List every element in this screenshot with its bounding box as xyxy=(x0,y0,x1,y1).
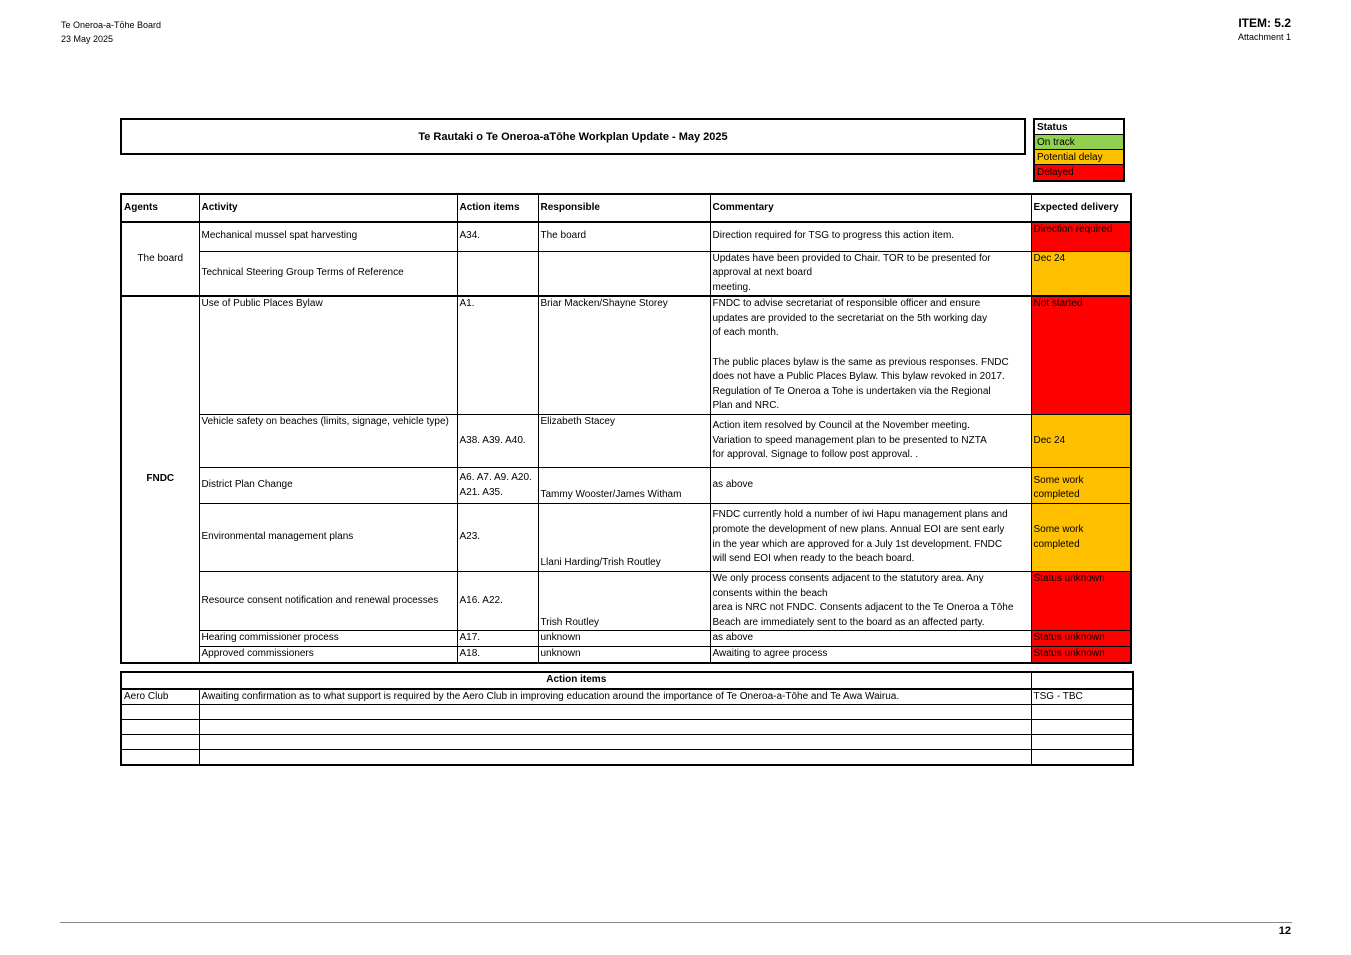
status-legend-heading: Status xyxy=(1035,120,1123,135)
workplan-table xyxy=(120,193,1132,664)
action-items-cell: A1. xyxy=(457,296,538,414)
table-row xyxy=(121,296,1131,414)
column-header-activity: Activity xyxy=(199,194,457,222)
responsible-cell: Trish Routley xyxy=(538,572,710,631)
commentary-cell: FNDC to advise secretariat of responsible officer and ensure updates are provided to the secretariat on the 5th working day of each month. The public places bylaw is the same as previous responses. FNDC does not have a Public Places Bylaw. This bylaw revoked in 2017. Regulation of Te Oneroa a Tohe is undertaken via the Regional Plan and NRC. xyxy=(710,296,1031,414)
action-items-cell xyxy=(457,251,538,296)
action-items-cell: A16. A22. xyxy=(457,572,538,631)
activity-cell: Use of Public Places Bylaw xyxy=(199,296,457,414)
action-items-table xyxy=(120,671,1134,766)
activity-cell: Hearing commissioner process xyxy=(199,631,457,647)
page-number: 12 xyxy=(1278,925,1291,937)
delivery-status-cell: Some work completed xyxy=(1031,468,1131,504)
status-on-track: On track xyxy=(1035,135,1123,150)
column-header-responsible: Responsible xyxy=(538,194,710,222)
table-row xyxy=(121,222,1131,251)
table-row xyxy=(121,647,1131,663)
action-items-cell: A6. A7. A9. A20. A21. A35. xyxy=(457,468,538,504)
table-row xyxy=(121,468,1131,504)
responsible-cell: The board xyxy=(538,222,710,251)
column-header-expected-delivery: Expected delivery xyxy=(1031,194,1131,222)
action-items-cell: A34. xyxy=(457,222,538,251)
responsible-cell: Elizabeth Stacey xyxy=(538,415,710,468)
table-row xyxy=(121,750,1133,766)
commentary-cell: Direction required for TSG to progress this action item. xyxy=(710,222,1031,251)
commentary-cell: as above xyxy=(710,468,1031,504)
board-name: Te Oneroa-a-Tōhe Board xyxy=(61,20,162,30)
action-item-cell xyxy=(199,750,1031,766)
responsible-cell: unknown xyxy=(538,647,710,663)
action-item-cell xyxy=(199,720,1031,735)
action-owner-cell xyxy=(1031,750,1133,766)
status-potential-delay: Potential delay xyxy=(1035,150,1123,165)
responsible-cell: unknown xyxy=(538,631,710,647)
table-row xyxy=(121,705,1133,720)
activity-cell: Resource consent notification and renewal processes xyxy=(199,572,457,631)
delivery-status-cell: Status unknown xyxy=(1031,572,1131,631)
commentary-cell: FNDC currently hold a number of iwi Hapu management plans and promote the development of new plans. Annual EOI are sent early in the year which are approved for a July 1st development. FNDC will send EOI when ready to the beach board. xyxy=(710,504,1031,572)
column-header-agents: Agents xyxy=(121,194,199,222)
item-number: ITEM: 5.2 xyxy=(1238,16,1291,30)
attachment-label: Attachment 1 xyxy=(1237,32,1291,42)
document-header-left xyxy=(61,18,161,46)
action-items-cell: A18. xyxy=(457,647,538,663)
responsible-cell xyxy=(538,251,710,296)
table-row xyxy=(121,415,1131,468)
status-legend xyxy=(1033,118,1125,182)
table-row xyxy=(121,735,1133,750)
delivery-status-cell: Status unknown xyxy=(1031,631,1131,647)
activity-cell: District Plan Change xyxy=(199,468,457,504)
action-agent-cell: Aero Club xyxy=(121,689,199,705)
delivery-status-cell: Status unknown xyxy=(1031,647,1131,663)
table-row xyxy=(121,689,1133,705)
table-row xyxy=(121,720,1133,735)
responsible-cell: Briar Macken/Shayne Storey xyxy=(538,296,710,414)
delivery-status-cell: Not started xyxy=(1031,296,1131,414)
commentary-cell: as above xyxy=(710,631,1031,647)
table-row xyxy=(121,251,1131,296)
commentary-cell: Awaiting to agree process xyxy=(710,647,1031,663)
action-items-heading: Action items xyxy=(121,672,1031,689)
action-agent-cell xyxy=(121,705,199,720)
table-row xyxy=(121,504,1131,572)
activity-cell: Environmental management plans xyxy=(199,504,457,572)
action-items-cell: A38. A39. A40. xyxy=(457,415,538,468)
action-owner-cell xyxy=(1031,735,1133,750)
commentary-cell: Action item resolved by Council at the November meeting. Variation to speed management plan to be presented to NZTA for approval. Signage to follow post approval. . xyxy=(710,415,1031,468)
document-header-right xyxy=(1238,16,1291,44)
footer-divider xyxy=(60,922,1292,923)
action-owner-cell: TSG - TBC xyxy=(1031,689,1133,705)
column-header-action-items: Action items xyxy=(457,194,538,222)
responsible-cell: Llani Harding/Trish Routley xyxy=(538,504,710,572)
action-items-cell: A17. xyxy=(457,631,538,647)
status-delayed: Delayed xyxy=(1035,165,1123,180)
table-row xyxy=(121,572,1131,631)
action-agent-cell xyxy=(121,735,199,750)
action-owner-cell xyxy=(1031,720,1133,735)
activity-cell: Approved commissioners xyxy=(199,647,457,663)
delivery-status-cell: Dec 24 xyxy=(1031,415,1131,468)
agent-cell: The board xyxy=(121,222,199,296)
action-items-header-row xyxy=(121,672,1133,689)
commentary-cell: We only process consents adjacent to the statutory area. Any consents within the beach area is NRC not FNDC. Consents adjacent to the Te Oneroa a Tōhe Beach are immediately sent to the board as an affected party. xyxy=(710,572,1031,631)
commentary-cell: Updates have been provided to Chair. TOR to be presented for approval at next board meeting. xyxy=(710,251,1031,296)
agent-cell: FNDC xyxy=(121,296,199,662)
meeting-date: 23 May 2025 xyxy=(61,34,114,44)
delivery-status-cell: Dec 24 xyxy=(1031,251,1131,296)
activity-cell: Technical Steering Group Terms of Reference xyxy=(199,251,457,296)
action-items-cell: A23. xyxy=(457,504,538,572)
activity-cell: Vehicle safety on beaches (limits, signage, vehicle type) xyxy=(199,415,457,468)
column-header-commentary: Commentary xyxy=(710,194,1031,222)
action-item-cell xyxy=(199,705,1031,720)
table-row xyxy=(121,631,1131,647)
action-owner-cell xyxy=(1031,705,1133,720)
delivery-status-cell: Some work completed xyxy=(1031,504,1131,572)
responsible-cell: Tammy Wooster/James Witham xyxy=(538,468,710,504)
action-agent-cell xyxy=(121,720,199,735)
action-items-heading-blank xyxy=(1031,672,1133,689)
delivery-status-cell: Direction required xyxy=(1031,222,1131,251)
table-header-row xyxy=(121,194,1131,222)
action-item-cell xyxy=(199,735,1031,750)
action-item-cell: Awaiting confirmation as to what support is required by the Aero Club in improving education around the importance of Te Oneroa-a-Tōhe and Te Awa Wairua. xyxy=(199,689,1031,705)
workplan-title: Te Rautaki o Te Oneroa-aTōhe Workplan Update - May 2025 xyxy=(120,118,1026,155)
action-agent-cell xyxy=(121,750,199,766)
activity-cell: Mechanical mussel spat harvesting xyxy=(199,222,457,251)
